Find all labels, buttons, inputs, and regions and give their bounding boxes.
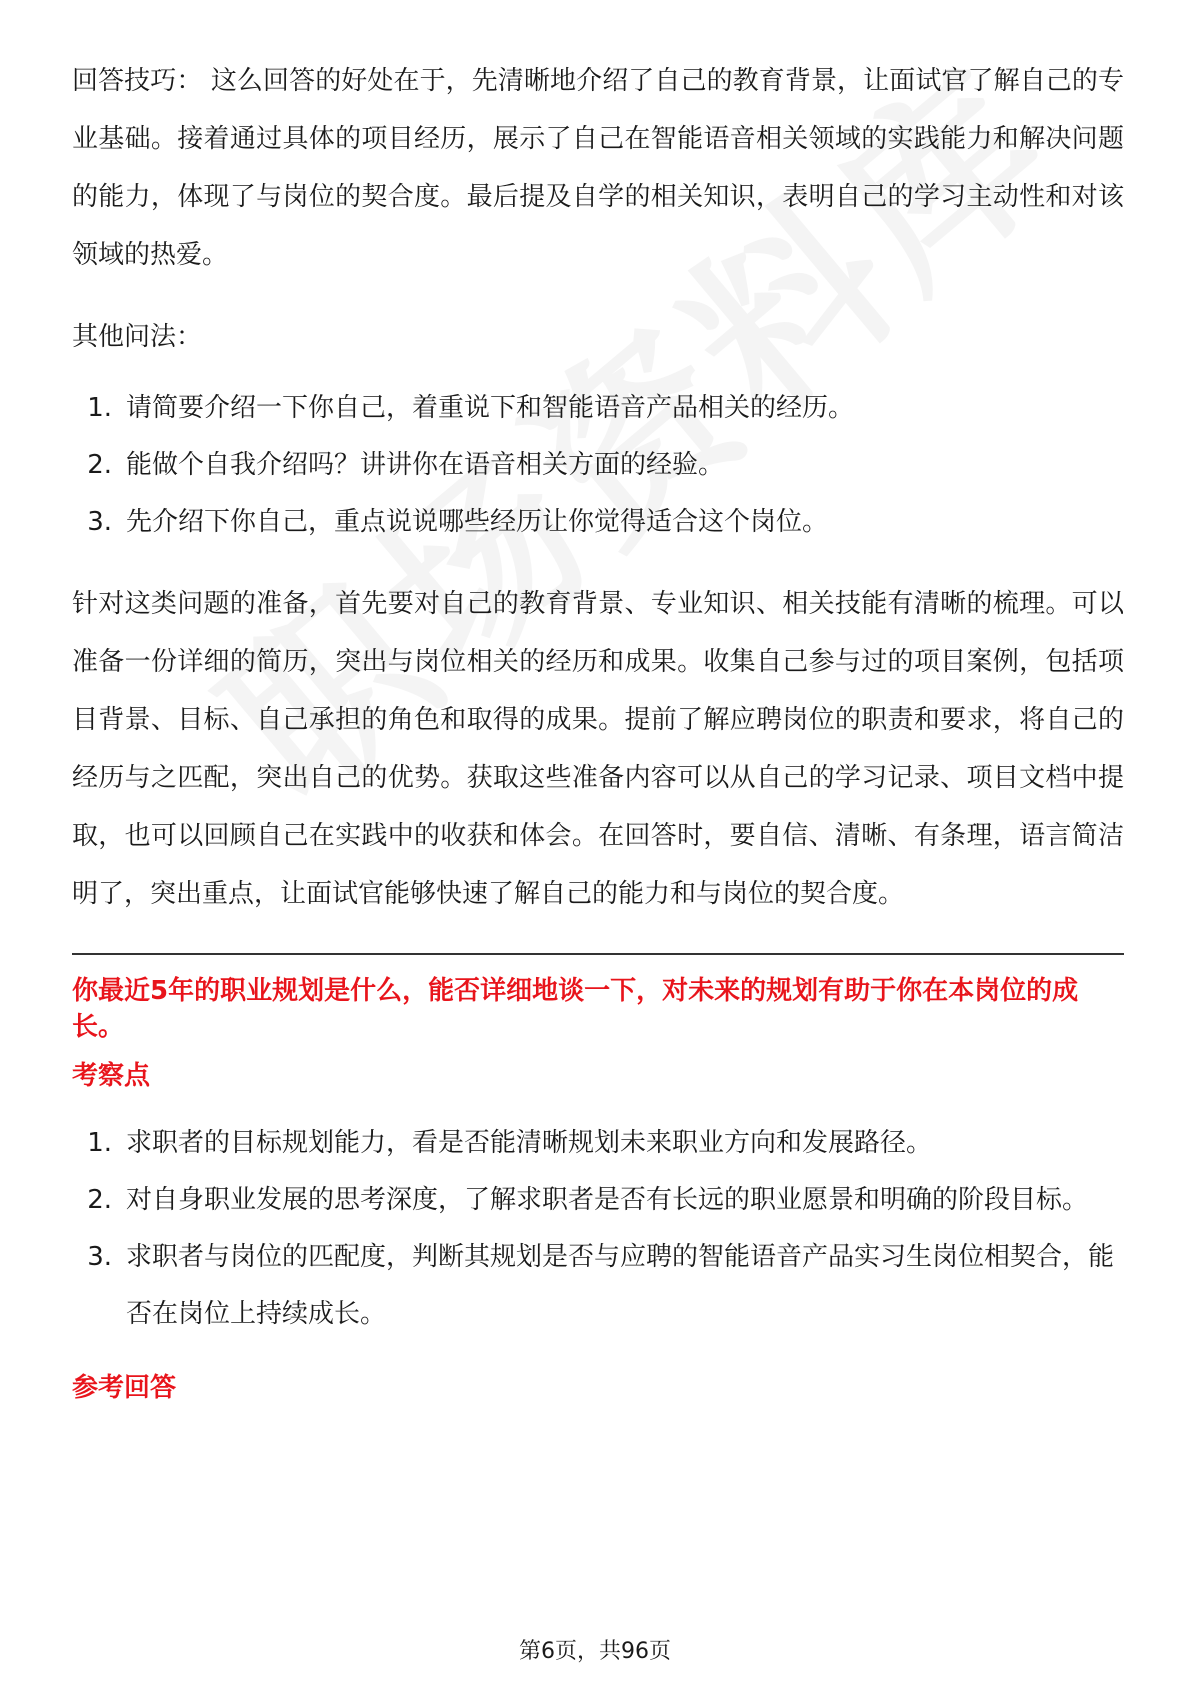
assessment-title: 考察点 <box>72 1061 151 1091</box>
prep-paragraph: 针对这类问题的准备，首先要对自己的教育背景、专业知识、相关技能有清晰的梳理。可以准备一份详细的简历，突出与岗位相关的经历和成果。收集自己参与过的项目案例，包括项目背景、目标、自己承担的角色和取得的成果。提前了解应聘岗位的职责和要求，将自己的经历与之匹配，突出自己的优势。获取这些准备内容可以从自己的学习记录、项目文档中提取，也可以回顾自己在实践中的收获和体会。在回答时，要自信、清晰、有条理，语言简洁明了，突出重点，让面试官能够快速了解自己的能力和与岗位的契合度。 <box>72 589 1124 909</box>
list-item <box>72 494 1124 551</box>
list-text: 请简要介绍一下你自己，着重说下和智能语音产品相关的经历。 <box>126 393 855 423</box>
page-content <box>72 52 1124 1413</box>
page-footer: 第6页，共96页 <box>519 1639 671 1664</box>
list-text: 对自身职业发展的思考深度，了解求职者是否有长远的职业愿景和明确的阶段目标。 <box>126 1185 1089 1215</box>
list-text: 能做个自我介绍吗？讲讲你在语音相关方面的经验。 <box>126 450 725 480</box>
list-item <box>72 1172 1124 1229</box>
section-divider <box>72 953 1124 955</box>
other-questions-list <box>72 380 1124 551</box>
interview-question: 你最近5年的职业规划是什么，能否详细地谈一下，对未来的规划有助于你在本岗位的成长。 <box>72 976 1079 1042</box>
list-number: 1. <box>87 1128 112 1158</box>
list-text: 求职者与岗位的匹配度，判断其规划是否与应聘的智能语音产品实习生岗位相契合，能否在岗位上持续成长。 <box>126 1242 1115 1329</box>
list-item <box>72 1115 1124 1172</box>
list-number: 3. <box>87 1242 112 1272</box>
list-text: 求职者的目标规划能力，看是否能清晰规划未来职业方向和发展路径。 <box>126 1128 933 1158</box>
list-text: 先介绍下你自己，重点说说哪些经历让你觉得适合这个岗位。 <box>126 507 829 537</box>
assessment-list <box>72 1115 1124 1343</box>
list-number: 3. <box>87 507 112 537</box>
list-item <box>72 1229 1124 1343</box>
tip-paragraph: 回答技巧： 这么回答的好处在于，先清晰地介绍了自己的教育背景，让面试官了解自己的专业基础。接着通过具体的项目经历，展示了自己在智能语音相关领域的实践能力和解决问题的能力，体现了与岗位的契合度。最后提及自学的相关知识，表明自己的学习主动性和对该领域的热爱。 <box>72 66 1124 270</box>
list-number: 2. <box>87 1185 112 1215</box>
reference-title: 参考回答 <box>72 1373 177 1403</box>
other-questions-label: 其他问法： <box>72 322 203 352</box>
list-item <box>72 437 1124 494</box>
list-number: 2. <box>87 450 112 480</box>
list-number: 1. <box>87 393 112 423</box>
list-item <box>72 380 1124 437</box>
